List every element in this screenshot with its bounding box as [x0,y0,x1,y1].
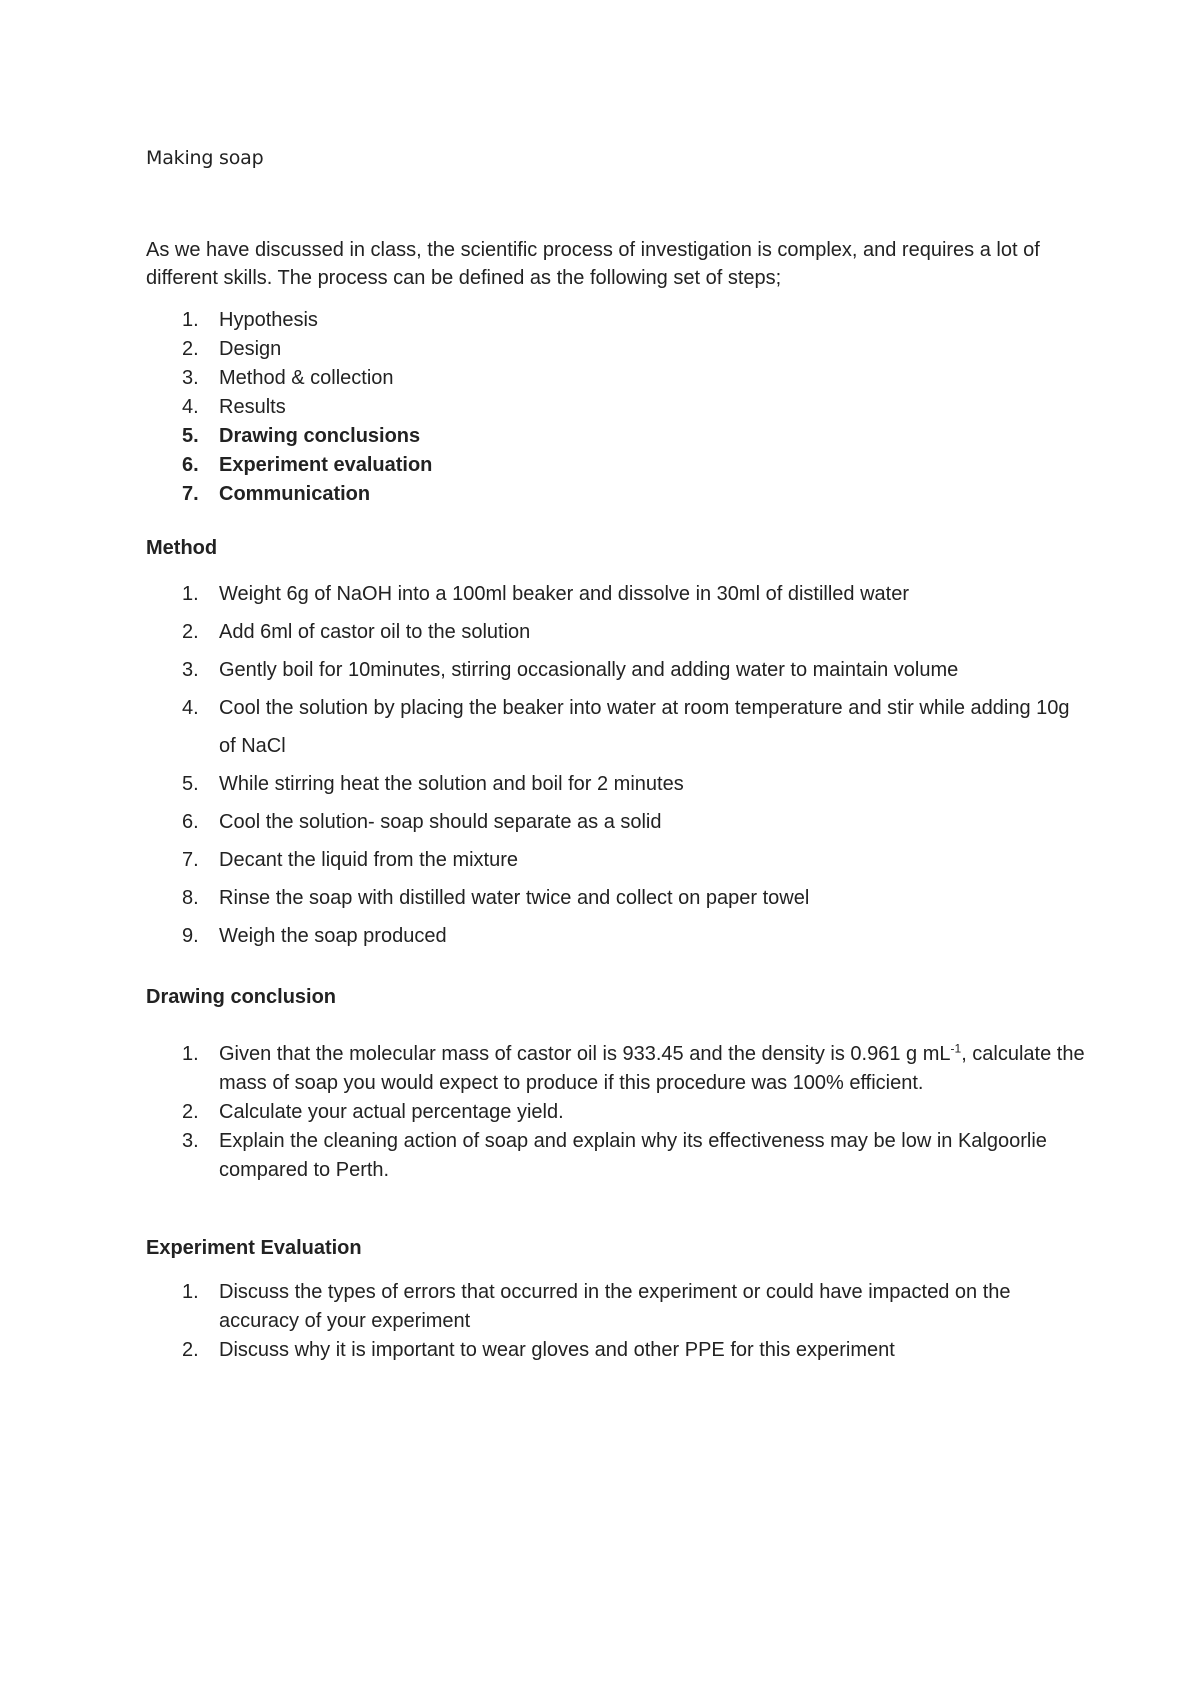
method-step-text: Gently boil for 10minutes, stirring occasionally and adding water to maintain volume [219,659,959,681]
list-number: 5. [182,425,199,447]
evaluation-questions-list [146,1278,1086,1365]
list-item [146,306,432,335]
list-number: 2. [182,1101,199,1123]
question-text: Explain the cleaning action of soap and explain why its effectiveness may be low in Kalgoorlie compared to Perth. [219,1130,1047,1181]
list-number: 3. [182,367,199,389]
list-number: 4. [182,697,199,719]
list-number: 7. [182,849,199,871]
question-text: Calculate your actual percentage yield. [219,1101,564,1123]
list-item [146,803,1086,841]
list-number: 3. [182,659,199,681]
process-steps-list [146,306,432,509]
method-step-text: Decant the liquid from the mixture [219,849,519,871]
list-item [146,393,432,422]
list-number: 1. [182,309,199,331]
list-item [146,1127,1086,1185]
list-number: 4. [182,396,199,418]
conclusion-heading: Drawing conclusion [146,986,337,1008]
superscript-exponent: -1 [950,1041,962,1056]
list-item [146,422,432,451]
list-number: 2. [182,338,199,360]
step-label: Communication [219,483,371,505]
list-item [146,613,1086,651]
intro-paragraph: As we have discussed in class, the scientific process of investigation is complex, and requires a lot of different skills. The process can be defined as the following set of steps; [146,239,1040,289]
method-step-text: While stirring heat the solution and boil for 2 minutes [219,773,684,795]
list-number: 5. [182,773,199,795]
list-item [146,335,432,364]
list-item [146,1040,1086,1098]
method-step-text: Add 6ml of castor oil to the solution [219,621,531,643]
list-item [146,879,1086,917]
question-text: Discuss the types of errors that occurred in the experiment or could have impacted on the accuracy of your experiment [219,1281,1011,1332]
list-number: 6. [182,811,199,833]
step-label: Method & collection [219,367,394,389]
list-item [146,651,1086,689]
list-item [146,917,1086,955]
step-label: Hypothesis [219,309,318,331]
question-text-part: , calculate the mass of soap you would expect to produce if this procedure was 100% efficient. [219,1043,1085,1094]
list-item [146,480,432,509]
step-label: Drawing conclusions [219,425,421,447]
list-number: 8. [182,887,199,909]
list-item [146,1098,1086,1127]
list-item [146,451,432,480]
question-text: Discuss why it is important to wear gloves and other PPE for this experiment [219,1339,895,1361]
list-number: 1. [182,583,199,605]
list-item [146,575,1086,613]
list-number: 1. [182,1043,199,1065]
step-label: Results [219,396,286,418]
list-item [146,689,1086,765]
list-item [146,1336,1086,1365]
list-number: 2. [182,1339,199,1361]
document-title: Making soap [146,147,264,169]
step-label: Experiment evaluation [219,454,433,476]
list-number: 9. [182,925,199,947]
list-item [146,765,1086,803]
list-item [146,1278,1086,1336]
conclusion-questions-list [146,1040,1086,1185]
method-step-text: Rinse the soap with distilled water twice and collect on paper towel [219,887,810,909]
method-step-text: Weight 6g of NaOH into a 100ml beaker and dissolve in 30ml of distilled water [219,583,909,605]
question-text-part: Given that the molecular mass of castor oil is 933.45 and the density is 0.961 g mL [219,1043,951,1065]
method-list [146,575,1086,955]
list-number: 6. [182,454,199,476]
list-item [146,364,432,393]
evaluation-heading: Experiment Evaluation [146,1237,362,1259]
method-step-text: Cool the solution- soap should separate as a solid [219,811,662,833]
list-item [146,841,1086,879]
list-number: 1. [182,1281,199,1303]
method-step-text: Cool the solution by placing the beaker into water at room temperature and stir while adding 10g of NaCl [219,697,1070,757]
list-number: 3. [182,1130,199,1152]
method-heading: Method [146,537,218,559]
list-number: 2. [182,621,199,643]
list-number: 7. [182,483,199,505]
method-step-text: Weigh the soap produced [219,925,447,947]
step-label: Design [219,338,282,360]
